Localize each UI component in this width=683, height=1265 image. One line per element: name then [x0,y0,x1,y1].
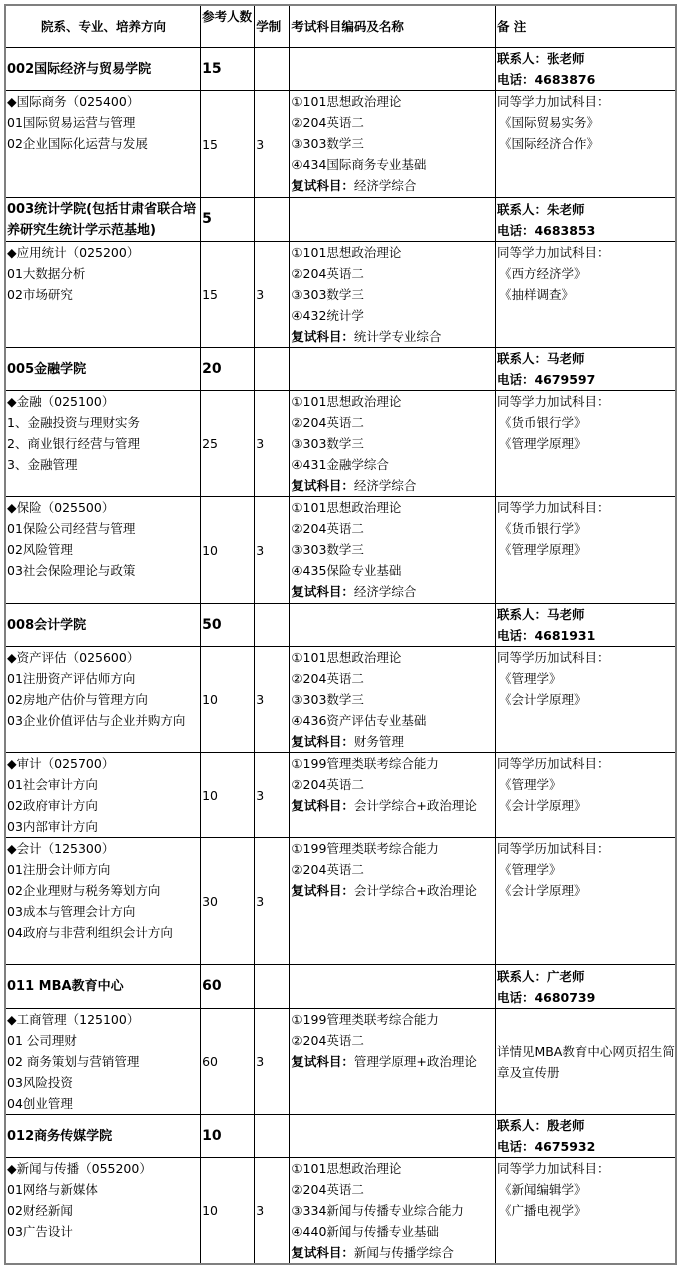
remark-line: 同等学力加试科目： [496,94,610,109]
contact-phone: 电话：4683876 [496,72,596,87]
department-enrollment: 20 [201,348,255,391]
program-exam-subjects [290,1009,496,1115]
remark-line: 《广播电视学》 [498,1203,587,1218]
remark-line: 同等学力加试科目： [496,1161,610,1176]
contact-phone: 电话：4683853 [496,222,596,238]
department-enrollment: 15 [201,48,255,91]
program-direction: 01网络与新媒体 [7,1182,98,1197]
program-exam-subjects [290,838,496,965]
program-directions [5,838,201,965]
department-contact [495,1115,676,1158]
program-direction: 03企业价值评估与企业并购方向 [7,713,186,728]
exam-subject: ③303数学三 [291,692,364,707]
program-exam-subjects [290,91,496,198]
contact-phone: 电话：4675932 [496,1139,596,1154]
header-duration: 学制 [255,5,290,48]
program-remarks [495,242,676,348]
exam-subject: ②204英语二 [291,115,364,130]
retest-label: 复试科目： [291,883,354,898]
department-duration-empty [255,965,290,1009]
exam-subject: ④432统计学 [291,308,364,323]
department-enrollment: 50 [201,604,255,647]
retest-value: 统计学专业综合 [353,329,442,344]
program-enrollment: 15 [201,91,255,198]
exam-subject: ①199管理类联考综合能力 [291,841,439,856]
program-row [5,753,676,838]
department-row [5,348,676,391]
retest-value: 经济学综合 [353,584,417,599]
program-direction: 03风险投资 [7,1075,73,1090]
program-duration: 3 [255,838,290,965]
remark-line: 《国际贸易实务》 [498,115,599,130]
admissions-table [4,4,677,1265]
program-title: ◆会计（125300） [7,841,115,856]
department-exams-empty [290,1115,496,1158]
program-directions [5,91,201,198]
retest-label: 复试科目： [291,1245,354,1260]
remark-line: 同等学力加试科目： [496,500,610,515]
program-row [5,838,676,965]
program-exam-subjects [290,391,496,497]
remark-line: 《货币银行学》 [498,415,587,430]
program-direction: 1、金融投资与理财实务 [7,415,140,430]
program-remarks [495,91,676,198]
retest-label: 复试科目： [291,178,354,193]
program-direction: 02企业理财与税务筹划方向 [7,883,161,898]
retest-value: 财务管理 [353,734,404,749]
program-direction: 01 公司理财 [7,1033,77,1048]
program-title: ◆应用统计（025200） [7,245,140,260]
department-duration-empty [255,198,290,242]
program-duration: 3 [255,1158,290,1265]
program-duration: 3 [255,242,290,348]
program-duration: 3 [255,753,290,838]
exam-subject: ③303数学三 [291,542,364,557]
department-duration-empty [255,1115,290,1158]
program-title: ◆保险（025500） [7,500,115,515]
contact-phone: 电话：4681931 [496,628,596,643]
exam-subject: ③303数学三 [291,136,364,151]
program-title: ◆国际商务（025400） [7,94,140,109]
contact-person: 联系人：马老师 [496,351,585,366]
program-direction: 2、商业银行经营与管理 [7,436,140,451]
program-direction: 03社会保险理论与政策 [7,563,136,578]
remark-line: 同等学力加试科目： [496,245,610,260]
department-duration-empty [255,348,290,391]
program-directions [5,1158,201,1265]
program-exam-subjects [290,497,496,604]
exam-subject: ④434国际商务专业基础 [291,157,427,172]
program-title: ◆资产评估（025600） [7,650,140,665]
program-direction: 03成本与管理会计方向 [7,904,136,919]
program-enrollment: 10 [201,497,255,604]
department-row [5,198,676,242]
exam-subject: ①199管理类联考综合能力 [291,1012,439,1027]
remark-line: 详情见MBA教育中心网页招生简章及宣传册 [496,1043,675,1080]
exam-subject: ②204英语二 [291,777,364,792]
retest-subject [291,1242,495,1263]
program-enrollment: 15 [201,242,255,348]
contact-phone: 电话：4679597 [496,372,596,387]
exam-subject: ①101思想政治理论 [291,394,402,409]
department-contact [495,48,676,91]
remark-line: 《抽样调查》 [498,287,574,302]
department-duration-empty [255,48,290,91]
department-name: 008会计学院 [5,604,201,647]
contact-person: 联系人：马老师 [496,607,585,622]
retest-subject [291,175,495,196]
department-enrollment: 60 [201,965,255,1009]
exam-subject: ①101思想政治理论 [291,650,402,665]
retest-label: 复试科目： [291,1054,354,1069]
program-remarks [495,391,676,497]
retest-subject [291,475,495,496]
department-contact [495,198,676,242]
department-name: 005金融学院 [5,348,201,391]
remark-line: 《货币银行学》 [498,521,587,536]
department-exams-empty [290,348,496,391]
program-title: ◆新闻与传播（055200） [7,1161,152,1176]
retest-value: 新闻与传播学综合 [353,1245,454,1260]
program-enrollment: 10 [201,647,255,753]
retest-subject [291,880,495,901]
program-title: ◆工商管理（125100） [7,1012,140,1027]
retest-label: 复试科目： [291,798,354,813]
contact-person: 联系人：朱老师 [496,201,585,217]
program-title: ◆金融（025100） [7,394,115,409]
retest-value: 会计学综合+政治理论 [353,798,477,813]
department-duration-empty [255,604,290,647]
program-direction: 01大数据分析 [7,266,86,281]
program-enrollment: 10 [201,753,255,838]
program-direction: 02 商务策划与营销管理 [7,1054,140,1069]
retest-subject [291,795,495,816]
program-enrollment: 30 [201,838,255,965]
program-remarks [495,497,676,604]
program-directions [5,391,201,497]
program-remarks [495,838,676,965]
remark-line: 同等学历加试科目： [496,841,610,856]
retest-label: 复试科目： [291,329,354,344]
retest-value: 会计学综合+政治理论 [353,883,477,898]
retest-subject [291,326,495,347]
program-remarks [495,647,676,753]
program-direction: 02房地产估价与管理方向 [7,692,148,707]
remark-line: 《管理学》 [498,777,562,792]
exam-subject: ④431金融学综合 [291,457,389,472]
program-duration: 3 [255,647,290,753]
program-row [5,497,676,604]
department-name: 002国际经济与贸易学院 [5,48,201,91]
remark-line: 《会计学原理》 [498,692,587,707]
retest-value: 管理学原理+政治理论 [353,1054,477,1069]
remark-line: 《管理学原理》 [498,542,587,557]
department-name: 012商务传媒学院 [5,1115,201,1158]
department-enrollment: 10 [201,1115,255,1158]
program-row [5,391,676,497]
program-duration: 3 [255,497,290,604]
program-row [5,242,676,348]
remark-line: 《会计学原理》 [498,883,587,898]
program-directions [5,242,201,348]
contact-person: 联系人：张老师 [496,51,585,66]
exam-subject: ①101思想政治理论 [291,1161,402,1176]
program-direction: 04创业管理 [7,1096,73,1111]
exam-subject: ②204英语二 [291,1033,364,1048]
remark-line: 《国际经济合作》 [498,136,599,151]
program-direction: 02市场研究 [7,287,73,302]
contact-person: 联系人：殷老师 [496,1118,585,1133]
header-remarks: 备 注 [495,5,676,48]
remark-line: 同等学力加试科目： [496,394,610,409]
exam-subject: ②204英语二 [291,521,364,536]
department-contact [495,604,676,647]
program-exam-subjects [290,753,496,838]
department-row [5,48,676,91]
program-exam-subjects [290,242,496,348]
exam-subject: ④440新闻与传播专业基础 [291,1224,439,1239]
retest-subject [291,1051,495,1072]
retest-value: 经济学综合 [353,178,417,193]
program-direction: 01社会审计方向 [7,777,98,792]
program-direction: 02政府审计方向 [7,798,98,813]
remark-line: 《会计学原理》 [498,798,587,813]
exam-subject: ②204英语二 [291,671,364,686]
remark-line: 《管理学原理》 [498,436,587,451]
department-name: 011 MBA教育中心 [5,965,201,1009]
program-duration: 3 [255,391,290,497]
retest-subject [291,731,495,752]
exam-subject: ②204英语二 [291,1182,364,1197]
exam-subject: ①101思想政治理论 [291,500,402,515]
program-direction: 3、金融管理 [7,457,78,472]
program-row [5,647,676,753]
program-direction: 02风险管理 [7,542,73,557]
department-exams-empty [290,48,496,91]
exam-subject: ①101思想政治理论 [291,245,402,260]
program-enrollment: 60 [201,1009,255,1115]
exam-subject: ①199管理类联考综合能力 [291,756,439,771]
exam-subject: ③303数学三 [291,436,364,451]
program-row [5,91,676,198]
program-direction: 04政府与非营利组织会计方向 [7,925,173,940]
program-direction: 01注册会计师方向 [7,862,111,877]
program-exam-subjects [290,647,496,753]
exam-subject: ②204英语二 [291,266,364,281]
program-direction: 03广告设计 [7,1224,73,1239]
department-row [5,1115,676,1158]
department-row [5,604,676,647]
department-exams-empty [290,604,496,647]
department-row [5,965,676,1009]
exam-subject: ④436资产评估专业基础 [291,713,427,728]
department-name: 003统计学院(包括甘肃省联合培养研究生统计学示范基地) [5,198,201,242]
program-directions [5,497,201,604]
exam-subject: ④435保险专业基础 [291,563,402,578]
header-department: 院系、专业、培养方向 [5,5,201,48]
department-enrollment: 5 [201,198,255,242]
program-direction: 01注册资产评估师方向 [7,671,136,686]
exam-subject: ②204英语二 [291,862,364,877]
exam-subject: ③303数学三 [291,287,364,302]
remark-line: 《新闻编辑学》 [498,1182,587,1197]
remark-line: 《管理学》 [498,862,562,877]
remark-line: 《西方经济学》 [498,266,587,281]
program-enrollment: 25 [201,391,255,497]
program-exam-subjects [290,1158,496,1265]
program-direction: 02企业国际化运营与发展 [7,136,148,151]
program-direction: 02财经新闻 [7,1203,73,1218]
program-enrollment: 10 [201,1158,255,1265]
retest-label: 复试科目： [291,734,354,749]
remark-line: 《管理学》 [498,671,562,686]
program-title: ◆审计（025700） [7,756,115,771]
program-row [5,1158,676,1265]
exam-subject: ②204英语二 [291,415,364,430]
retest-label: 复试科目： [291,478,354,493]
program-directions [5,1009,201,1115]
retest-value: 经济学综合 [353,478,417,493]
department-exams-empty [290,198,496,242]
department-contact [495,348,676,391]
contact-phone: 电话：4680739 [496,989,596,1005]
remark-line: 同等学历加试科目： [496,650,610,665]
header-enrollment: 参考人数 [201,5,255,48]
program-remarks [495,753,676,838]
department-contact [495,965,676,1009]
table-header-row [5,5,676,48]
header-exam-subjects: 考试科目编码及名称 [290,5,496,48]
contact-person: 联系人：广老师 [496,968,585,984]
program-remarks [495,1009,676,1115]
program-row [5,1009,676,1115]
exam-subject: ③334新闻与传播专业综合能力 [291,1203,464,1218]
exam-subject: ①101思想政治理论 [291,94,402,109]
program-directions [5,647,201,753]
program-direction: 01国际贸易运营与管理 [7,115,136,130]
program-duration: 3 [255,91,290,198]
retest-subject [291,581,495,602]
program-directions [5,753,201,838]
program-direction: 03内部审计方向 [7,819,98,834]
department-exams-empty [290,965,496,1009]
program-direction: 01保险公司经营与管理 [7,521,136,536]
admissions-table-container [4,4,677,1265]
program-duration: 3 [255,1009,290,1115]
retest-label: 复试科目： [291,584,354,599]
remark-line: 同等学历加试科目： [496,756,610,771]
program-remarks [495,1158,676,1265]
